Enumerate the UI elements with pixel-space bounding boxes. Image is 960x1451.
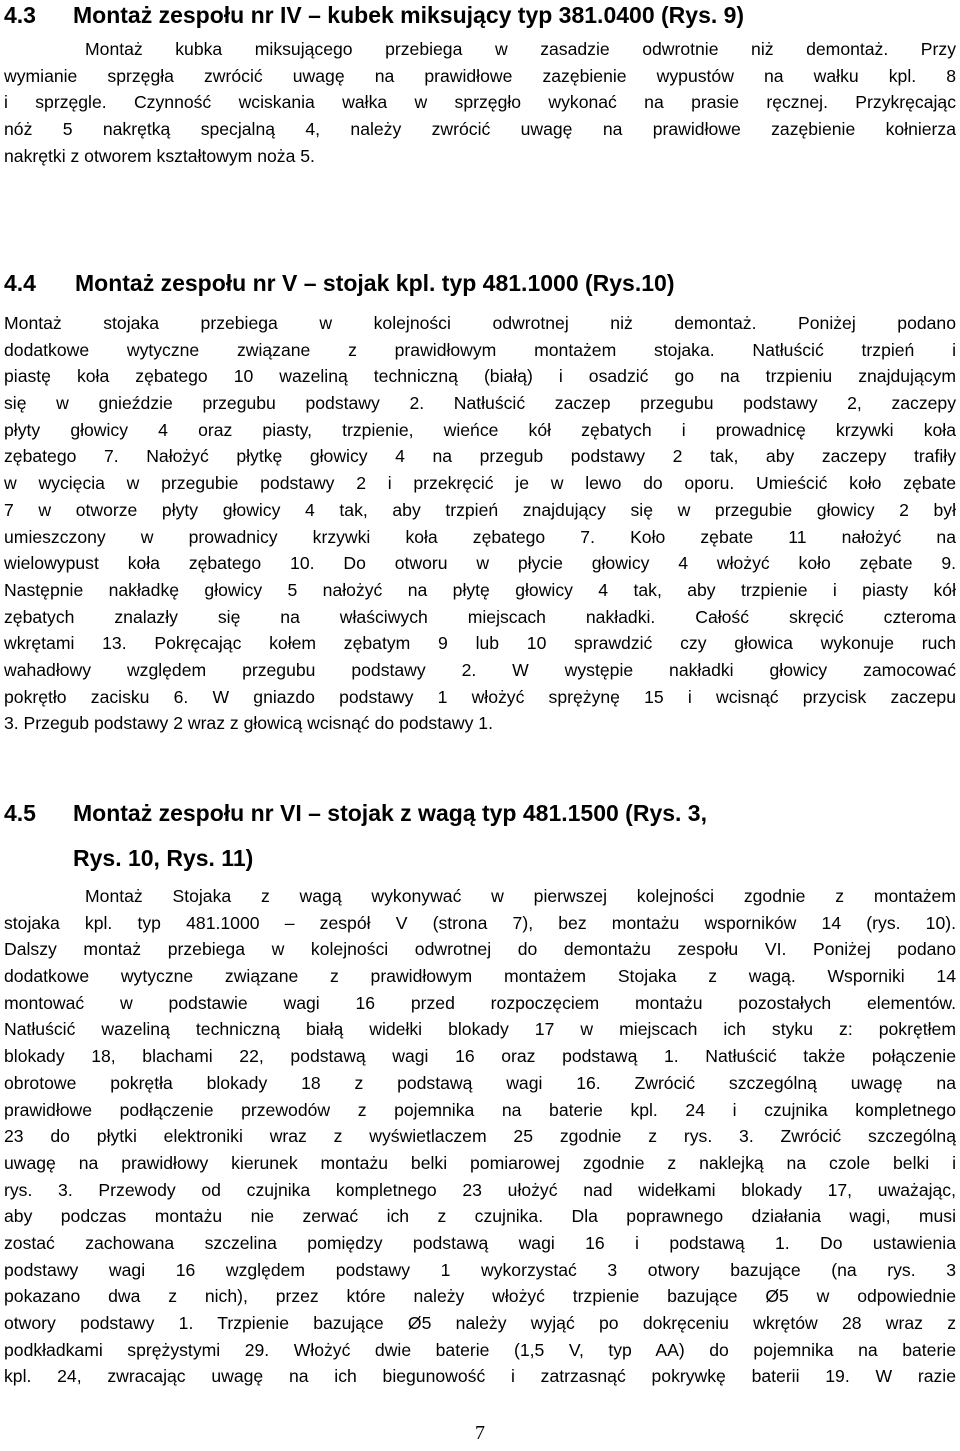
text-line: umieszczony w prowadnicy krzywki koła zębatego 7. Koło zębate 11 nałożyć na <box>4 526 956 547</box>
text-line: prawidłowe podłączenie przewodów z pojemnika na baterie kpl. 24 i czujnika kompletnego <box>4 1099 956 1120</box>
section-title: Montaż zespołu nr VI – stojak z wagą typ 481.1500 (Rys. 3, <box>73 800 707 826</box>
text-line: stojaka kpl. typ 481.1000 – zespół V (strona 7), bez montażu wsporników 14 (rys. 10). <box>4 912 956 933</box>
text-line: Montaż Stojaka z wagą wykonywać w pierwszej kolejności zgodnie z montażem <box>85 886 956 906</box>
text-line: aby podczas montażu nie zerwać ich z czujnika. Dla poprawnego działania wagi, musi <box>4 1206 956 1227</box>
text-line: zostać zachowana szczelina pomiędzy podstawą wagi 16 i podstawą 1. Do ustawienia <box>4 1232 956 1253</box>
text-line: się w gnieździe przegubu podstawy 2. Natłuścić zaczep przegubu podstawy 2, zaczepy <box>4 393 956 414</box>
text-line: Montaż stojaka przebiega w kolejności odwrotnej niż demontaż. Poniżej podano <box>4 313 956 333</box>
text-line: płyty głowicy 4 oraz piasty, trzpienie, wieńce kół zębatych i prowadnicę krzywki koła <box>4 419 956 440</box>
page-number: 7 <box>475 1422 485 1444</box>
section-body-4-3 <box>4 36 956 169</box>
text-line: Natłuścić wazeliną techniczną białą widełki blokady 17 w miejscach ich styku z: pokrętłem <box>4 1019 956 1040</box>
text-line: pokrętło zacisku 6. W gniazdo podstawy 1 włożyć sprężynę 15 i wcisnąć przycisk zaczepu <box>4 686 956 707</box>
text-line: podkładkami sprężystymi 29. Włożyć dwie baterie (1,5 V, typ AA) do pojemnika na baterie <box>4 1339 956 1360</box>
section-body-4-4 <box>4 310 956 737</box>
text-line: nóż 5 nakrętką specjalną 4, należy zwrócić uwagę na prawidłowe zazębienie kołnierza <box>4 119 956 140</box>
text-line: blokady 18, blachami 22, podstawą wagi 16 oraz podstawą 1. Natłuścić także połączenie <box>4 1046 956 1067</box>
section-title: Montaż zespołu nr IV – kubek miksujący typ 381.0400 (Rys. 9) <box>73 2 745 28</box>
text-line: wahadłowy względem przegubu podstawy 2. W występie nakładki głowicy zamocować <box>4 659 956 680</box>
section-number: 4.3 <box>4 2 36 28</box>
text-line: Następnie nakładkę głowicy 5 nałożyć na płytę głowicy 4 tak, aby trzpienie i piasty kół <box>4 579 956 600</box>
text-line: Montaż kubka miksującego przebiega w zasadzie odwrotnie niż demontaż. Przy <box>85 39 956 59</box>
section-heading-4-4 <box>4 270 674 297</box>
text-line: otwory podstawy 1. Trzpienie bazujące Ø5 należy wyjąć po dokręceniu wkrętów 28 wraz z <box>4 1313 956 1333</box>
text-line: i sprzęgle. Czynność wciskania wałka w sprzęgło wykonać na prasie ręcznej. Przykręcając <box>4 92 956 113</box>
section-body-4-5 <box>4 883 956 1390</box>
text-line: wielowypust koła zębatego 10. Do otworu w płycie głowicy 4 włożyć koło zębate 9. <box>4 553 956 574</box>
section-heading-4-5 <box>4 800 707 827</box>
section-heading-4-3 <box>4 2 744 29</box>
text-line: wkrętami 13. Pokręcając kołem zębatym 9 lub 10 sprawdzić czy głowica wykonuje ruch <box>4 633 956 654</box>
text-line: montować w podstawie wagi 16 przed rozpoczęciem montażu pozostałych elementów. <box>4 992 956 1013</box>
section-title: Montaż zespołu nr V – stojak kpl. typ 481.1000 (Rys.10) <box>75 270 675 296</box>
text-line: piastę koła zębatego 10 wazeliną techniczną (białą) i osadzić go na trzpieniu znajdującym <box>4 366 956 387</box>
text-line: rys. 3. Przewody od czujnika kompletnego 23 ułożyć nad widełkami blokady 17, uważając, <box>4 1179 956 1200</box>
text-line: zębatego 7. Nałożyć płytkę głowicy 4 na przegub podstawy 2 tak, aby zaczepy trafiły <box>4 446 956 467</box>
text-line: 7 w otworze płyty głowicy 4 tak, aby trzpień znajdujący się w przegubie głowicy 2 był <box>4 499 956 520</box>
section-number: 4.4 <box>4 270 36 296</box>
text-line: obrotowe pokrętła blokady 18 z podstawą wagi 16. Zwrócić szczególną uwagę na <box>4 1072 956 1093</box>
text-line: pokazano dwa z nich), przez które należy włożyć trzpienie bazujące Ø5 w odpowiednie <box>4 1286 956 1307</box>
text-line: kpl. 24, zwracając uwagę na ich biegunowość i zatrzasnąć pokrywkę baterii 19. W razie <box>4 1366 956 1387</box>
text-line: uwagę na prawidłowy kierunek montażu belki pomiarowej zgodnie z naklejką na czole belki i <box>4 1152 956 1173</box>
section-number: 4.5 <box>4 800 36 826</box>
text-line: zębatych znalazły się na właściwych miejscach nakładki. Całość skręcić czteroma <box>4 606 956 627</box>
section-title-continued: Rys. 10, Rys. 11) <box>73 845 254 871</box>
section-heading-4-5-continued <box>73 845 253 872</box>
text-line: nakrętki z otworem kształtowym noża 5. <box>4 145 315 166</box>
text-line: dodatkowe wytyczne związane z prawidłowym montażem Stojaka z wagą. Wsporniki 14 <box>4 966 956 987</box>
text-line: 23 do płytki elektroniki wraz z wyświetlaczem 25 zgodnie z rys. 3. Zwrócić szczególną <box>4 1126 956 1147</box>
text-line: Dalszy montaż przebiega w kolejności odwrotnej do demontażu zespołu VI. Poniżej podano <box>4 939 956 960</box>
text-line: dodatkowe wytyczne związane z prawidłowym montażem stojaka. Natłuścić trzpień i <box>4 339 956 360</box>
text-line: podstawy wagi 16 względem podstawy 1 wykorzystać 3 otwory bazujące (na rys. 3 <box>4 1259 956 1280</box>
text-line: w wycięcia w przegubie podstawy 2 i przekręcić je w lewo do oporu. Umieścić koło zębate <box>4 473 956 494</box>
text-line: wymianie sprzęgła zwrócić uwagę na prawidłowe zazębienie wypustów na wałku kpl. 8 <box>4 65 956 86</box>
text-line: 3. Przegub podstawy 2 wraz z głowicą wcisnąć do podstawy 1. <box>4 713 493 734</box>
